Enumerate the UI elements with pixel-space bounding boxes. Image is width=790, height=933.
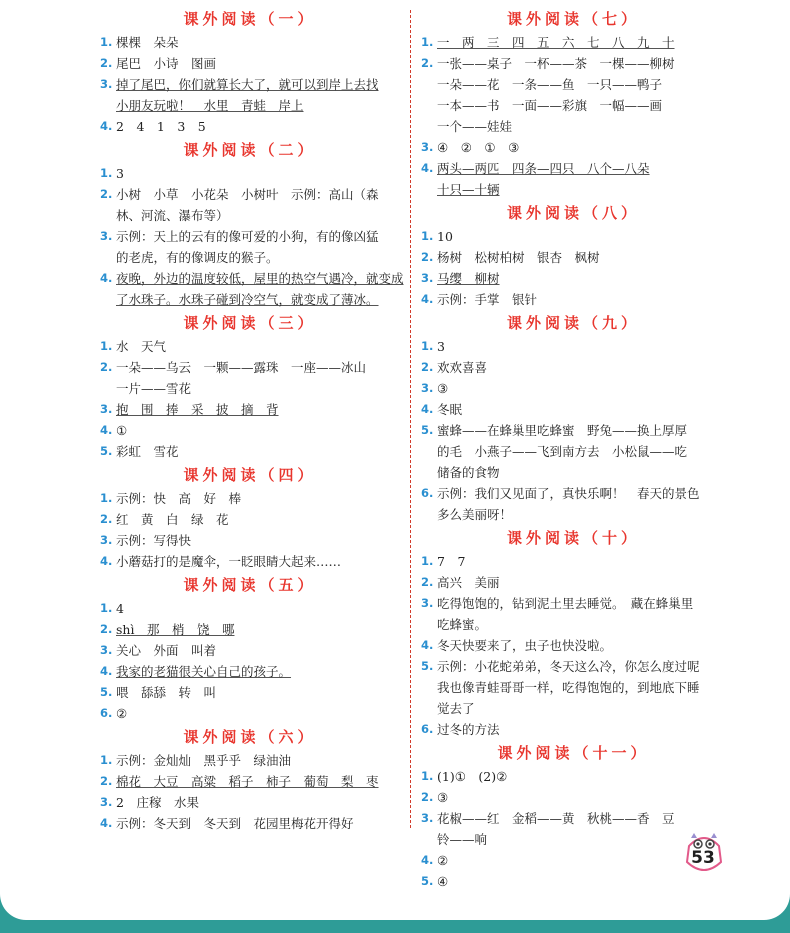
answer-line: 7 7 [437, 554, 466, 569]
answer-item [421, 808, 726, 850]
answer-item [100, 661, 400, 682]
answer-number: 1. [421, 35, 434, 49]
answer-number: 2. [100, 512, 113, 526]
section-title: 课外阅读（五） [183, 576, 317, 594]
answer-item [421, 483, 726, 525]
section-title: 课外阅读（一） [183, 10, 317, 28]
answer-item [100, 703, 400, 724]
answer-line: 冬眠 [437, 402, 463, 417]
answer-item [421, 551, 726, 572]
answer-line: 棉花 大豆 高粱 稻子 柿子 葡萄 梨 枣 [116, 774, 379, 789]
answer-item [421, 656, 726, 719]
answer-line: 4 [116, 601, 124, 616]
answer-number: 1. [421, 229, 434, 243]
answer-number: 4. [100, 423, 113, 437]
answer-item [100, 598, 400, 619]
answer-line: 小树 小草 小花朵 小树叶 示例：高山（森 [116, 187, 379, 202]
answer-item [100, 268, 404, 310]
answer-number: 2. [100, 56, 113, 70]
answer-line: 抱 围 捧 采 披 摘 背 [116, 402, 279, 417]
answer-text [437, 766, 726, 787]
answer-text [116, 268, 404, 310]
answer-line: 两头—两匹 四条—四只 八个—八朵 [437, 161, 650, 176]
answer-item [421, 32, 726, 53]
answer-line: shì 那 梢 饶 哪 [116, 622, 235, 637]
answer-number: 2. [100, 622, 113, 636]
answer-number: 2. [421, 360, 434, 374]
answer-text [437, 483, 726, 525]
answer-text [116, 661, 400, 682]
answer-number: 1. [100, 753, 113, 767]
answer-number: 6. [100, 706, 113, 720]
answer-text [437, 593, 726, 635]
answer-text [437, 551, 726, 572]
answer-number: 3. [100, 77, 113, 91]
answer-item [421, 399, 726, 420]
answer-item [421, 871, 726, 892]
answer-text [437, 399, 726, 420]
answer-text [437, 378, 726, 399]
answer-item [421, 53, 726, 137]
answer-line: 尾巴 小诗 图画 [116, 56, 217, 71]
answer-number: 3. [100, 533, 113, 547]
answer-number: 4. [100, 119, 113, 133]
answer-text [116, 420, 400, 441]
section-title: 课外阅读（四） [183, 466, 317, 484]
section-title: 课外阅读（十一） [497, 744, 650, 762]
answer-item [100, 750, 400, 771]
answer-text [116, 441, 400, 462]
answer-number: 2. [421, 250, 434, 264]
answer-line: 10 [437, 229, 453, 244]
section-title: 课外阅读（九） [506, 314, 640, 332]
answer-text [116, 357, 400, 399]
answer-line: 掉了尾巴，你们就算长大了，就可以到岸上去找 [116, 77, 379, 92]
answer-item [100, 619, 400, 640]
answer-text [116, 598, 400, 619]
answer-number: 5. [421, 659, 434, 673]
answer-number: 3. [421, 811, 434, 825]
answer-line: 示例：手掌 银针 [437, 292, 538, 307]
answer-text [116, 792, 400, 813]
answer-item [100, 399, 400, 420]
answer-line: 我也像青蛙哥哥一样，吃得饱饱的，到地底下睡 [437, 680, 700, 695]
answer-number: 1. [421, 339, 434, 353]
answer-text [116, 226, 400, 268]
answer-item [421, 420, 726, 483]
section-title: 课外阅读（八） [506, 204, 640, 222]
answer-line: 蜜蜂——在蜂巢里吃蜂蜜 野兔——换上厚厚 [437, 423, 688, 438]
answer-item [100, 226, 400, 268]
answer-text [437, 247, 726, 268]
answer-number: 4. [421, 161, 434, 175]
answer-line: 吃得饱饱的，钻到泥土里去睡觉。 藏在蜂巢里 [437, 596, 694, 611]
answer-line: 马缨 柳树 [437, 271, 500, 286]
answer-line: 示例：金灿灿 黑乎乎 绿油油 [116, 753, 292, 768]
answer-line: 铃——响 [437, 832, 488, 847]
answer-item [100, 357, 400, 399]
answer-text [437, 289, 726, 310]
answer-item [100, 32, 400, 53]
answer-line: ④ ② ① ③ [437, 140, 520, 155]
answer-line: 了水珠子。水珠子碰到冷空气，就变成了薄冰。 [116, 292, 379, 307]
answer-number: 5. [421, 423, 434, 437]
answer-text [437, 357, 726, 378]
answer-number: 2. [421, 790, 434, 804]
answer-line: 觉去了 [437, 701, 475, 716]
answer-item [100, 551, 400, 572]
section-title: 课外阅读（七） [506, 10, 640, 28]
answer-text [116, 163, 400, 184]
answer-text [116, 116, 400, 137]
answer-number: 4. [421, 853, 434, 867]
answer-line: 多么美丽呀！ [437, 507, 513, 522]
answer-text [116, 53, 400, 74]
answer-line: 一片——雪花 [116, 381, 192, 396]
answer-number: 4. [421, 402, 434, 416]
answer-number: 3. [100, 795, 113, 809]
answer-text [116, 813, 400, 834]
answer-item [421, 268, 726, 289]
answer-number: 6. [421, 722, 434, 736]
answer-number: 3. [421, 381, 434, 395]
answer-text [116, 336, 400, 357]
answer-line: 储备的食物 [437, 465, 500, 480]
answer-text [116, 551, 400, 572]
answer-line: 欢欢喜喜 [437, 360, 488, 375]
answer-line: 示例：小花蛇弟弟，冬天这么冷，你怎么度过呢 [437, 659, 700, 674]
answer-number: 4. [100, 816, 113, 830]
answer-number: 4. [421, 638, 434, 652]
answer-item [100, 53, 400, 74]
answer-number: 2. [100, 360, 113, 374]
answer-line: 水 天气 [116, 339, 167, 354]
answer-line: 喂 舔舔 转 叫 [116, 685, 217, 700]
section-title: 课外阅读（十） [506, 529, 640, 547]
answer-text [116, 771, 400, 792]
answer-line: 一本——书 一面——彩旗 一幅——画 [437, 98, 663, 113]
answer-text [116, 509, 400, 530]
answer-number: 1. [100, 35, 113, 49]
answer-text [116, 619, 400, 640]
answer-text [437, 787, 726, 808]
answer-number: 3. [421, 596, 434, 610]
answer-line: ② [116, 706, 128, 721]
answer-item [100, 682, 400, 703]
answer-number: 1. [100, 166, 113, 180]
answer-text [116, 74, 400, 116]
answer-line: (1)① (2)② [437, 769, 508, 784]
column-divider [410, 10, 411, 828]
answer-line: 冬天快要来了，虫子也快没啦。 [437, 638, 613, 653]
answer-number: 3. [100, 229, 113, 243]
answer-item [100, 441, 400, 462]
answer-text [437, 420, 726, 483]
answer-item [421, 635, 726, 656]
answer-number: 5. [100, 444, 113, 458]
answer-item [421, 719, 726, 740]
answer-line: 高兴 美丽 [437, 575, 500, 590]
answer-line: 一朵——花 一条——鱼 一只——鸭子 [437, 77, 663, 92]
answer-text [437, 158, 726, 200]
answer-text [437, 32, 726, 53]
answer-item [100, 488, 400, 509]
answer-line: 一个——娃娃 [437, 119, 513, 134]
answer-line: 2 庄稼 水果 [116, 795, 199, 810]
answer-text [116, 640, 400, 661]
answer-item [421, 336, 726, 357]
answer-line: 红 黄 白 绿 花 [116, 512, 229, 527]
answer-line: 夜晚，外边的温度较低，屋里的热空气遇冷，就变成 [116, 271, 404, 286]
answer-item [100, 530, 400, 551]
answer-number: 1. [100, 601, 113, 615]
answer-text [116, 399, 400, 420]
answer-number: 4. [421, 292, 434, 306]
answer-item [421, 247, 726, 268]
answer-line: ③ [437, 381, 449, 396]
answer-item [421, 289, 726, 310]
answer-line: 示例：我们又见面了，真快乐啊！ 春天的景色 [437, 486, 700, 501]
answer-line: ① [116, 423, 128, 438]
answer-number: 3. [421, 140, 434, 154]
answer-line: 杨树 松树柏树 银杏 枫树 [437, 250, 600, 265]
answer-line: 一张——桌子 一杯——茶 一棵——柳树 [437, 56, 675, 71]
answer-item [100, 792, 400, 813]
answer-text [116, 184, 400, 226]
answer-number: 4. [100, 664, 113, 678]
answer-line: 2 4 1 3 5 [116, 119, 206, 134]
answer-text [437, 719, 726, 740]
answer-text [437, 572, 726, 593]
answer-item [421, 572, 726, 593]
answer-number: 3. [100, 643, 113, 657]
answer-item [100, 336, 400, 357]
answer-item [100, 509, 400, 530]
answer-text [116, 530, 400, 551]
answer-text [116, 682, 400, 703]
answer-item [421, 593, 726, 635]
answer-item [100, 116, 400, 137]
answer-number: 3. [100, 402, 113, 416]
answer-item [421, 137, 726, 158]
answer-item [421, 766, 726, 787]
answer-line: 过冬的方法 [437, 722, 500, 737]
answer-item [100, 163, 400, 184]
answer-item [100, 74, 400, 116]
answer-item [100, 184, 400, 226]
answer-text [437, 268, 726, 289]
answer-number: 1. [100, 491, 113, 505]
answer-line: 小朋友玩啦！ 水里 青蛙 岸上 [116, 98, 304, 113]
answer-number: 2. [100, 187, 113, 201]
answer-item [421, 787, 726, 808]
answer-number: 2. [421, 56, 434, 70]
section-title: 课外阅读（三） [183, 314, 317, 332]
answer-number: 5. [100, 685, 113, 699]
answer-line: 3 [116, 166, 124, 181]
answer-line: ④ [437, 874, 449, 889]
answer-number: 2. [421, 575, 434, 589]
answer-line: 的老虎，有的像调皮的猴子。 [116, 250, 279, 265]
answer-text [437, 635, 726, 656]
answer-number: 1. [421, 554, 434, 568]
answer-number: 2. [100, 774, 113, 788]
answer-line: 关心 外面 叫着 [116, 643, 217, 658]
answer-line: 我家的老猫很关心自己的孩子。 [116, 664, 292, 679]
section-title: 课外阅读（二） [183, 141, 317, 159]
section-title: 课外阅读（六） [183, 728, 317, 746]
answer-item [100, 640, 400, 661]
right-column [421, 6, 726, 892]
answer-text [116, 750, 400, 771]
answer-line: 示例：快 高 好 棒 [116, 491, 242, 506]
answer-number: 4. [100, 271, 113, 285]
answer-line: 吃蜂蜜。 [437, 617, 488, 632]
answer-text [437, 226, 726, 247]
answer-line: 示例：写得快 [116, 533, 192, 548]
answer-number: 1. [100, 339, 113, 353]
answer-line: 小蘑菇打的是魔伞，一眨眼睛大起来…… [116, 554, 342, 569]
answer-line: 林、河流、瀑布等） [116, 208, 229, 223]
answer-item [100, 771, 400, 792]
answer-item [421, 850, 726, 871]
answer-item [421, 158, 726, 200]
answer-text [116, 703, 400, 724]
answer-number: 5. [421, 874, 434, 888]
left-column [100, 6, 404, 834]
answer-line: 示例：天上的云有的像可爱的小狗，有的像凶猛 [116, 229, 379, 244]
answer-number: 1. [421, 769, 434, 783]
answer-text [116, 488, 400, 509]
answer-line: 棵棵 朵朵 [116, 35, 179, 50]
answer-text [437, 336, 726, 357]
answer-line: 3 [437, 339, 445, 354]
answer-number: 3. [421, 271, 434, 285]
answer-line: 十只—十辆 [437, 182, 500, 197]
answer-line: 花椒——红 金稻——黄 秋桃——香 豆 [437, 811, 675, 826]
answer-line: 示例：冬天到 冬天到 花园里梅花开得好 [116, 816, 354, 831]
answer-text [437, 137, 726, 158]
answer-text [437, 53, 726, 137]
answer-line: 的毛 小燕子——飞到南方去 小松鼠——吃 [437, 444, 688, 459]
answer-text [437, 656, 726, 719]
answer-line: 彩虹 雪花 [116, 444, 179, 459]
answer-number: 4. [100, 554, 113, 568]
answer-text [116, 32, 400, 53]
answer-item [421, 357, 726, 378]
page-number: 53 [691, 848, 715, 868]
answer-line: 一朵——乌云 一颗——露珠 一座——冰山 [116, 360, 367, 375]
answer-item [421, 226, 726, 247]
answer-line: 一 两 三 四 五 六 七 八 九 十 [437, 35, 675, 50]
answer-item [100, 813, 400, 834]
answer-line: ③ [437, 790, 449, 805]
answer-line: ② [437, 853, 449, 868]
answer-item [421, 378, 726, 399]
answer-number: 6. [421, 486, 434, 500]
answer-item [100, 420, 400, 441]
